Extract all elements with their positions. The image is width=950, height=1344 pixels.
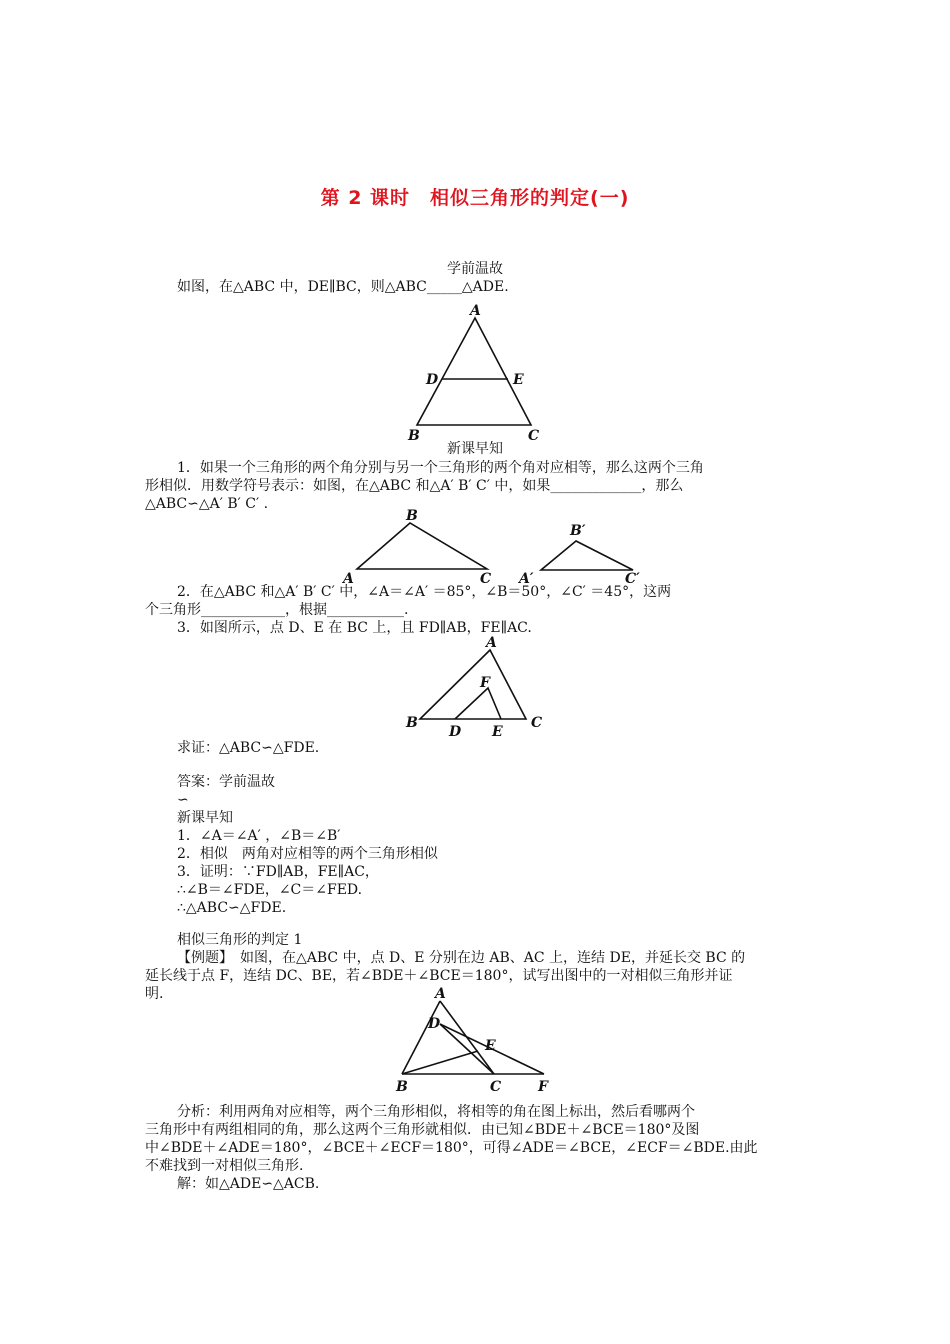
- label-b: B: [396, 1079, 408, 1095]
- label-a: A: [470, 303, 481, 319]
- label-b: B: [406, 508, 418, 524]
- answer-3-line3: ∴△ABC∽△FDE.: [177, 900, 287, 916]
- solution: 解：如△ADE∽△ACB.: [177, 1176, 320, 1192]
- answers-heading: 答案：学前温故: [177, 774, 275, 790]
- label-e: E: [513, 372, 524, 388]
- figure-triangle-abc-prime: [515, 518, 655, 588]
- answer-3-line1: 3．证明：∵FD∥AB，FE∥AC，: [177, 864, 379, 880]
- label-d: D: [426, 372, 439, 388]
- answer-1: 1．∠A＝∠A′ ，∠B＝∠B′: [177, 828, 341, 844]
- label-f: F: [538, 1079, 548, 1095]
- analysis-line3: 中∠BDE＋∠ADE＝180°，∠BCE＋∠ECF＝180°，可得∠ADE＝∠BCE，∠ECF＝∠BDE.由此: [145, 1140, 758, 1156]
- example-line1: 【例题】 如图，在△ABC 中，点 D、E 分别在边 AB、AC 上，连结 DE，并延长交 BC 的: [177, 950, 746, 966]
- label-c: C: [528, 428, 540, 444]
- label-b-prime: B′: [570, 523, 586, 539]
- example-line3: 明.: [145, 986, 164, 1002]
- answer-2: 2．相似 两角对应相等的两个三角形相似: [177, 846, 438, 862]
- q3: 3．如图所示，点 D、E 在 BC 上，且 FD∥AB，FE∥AC.: [177, 620, 532, 636]
- answer-3-line2: ∴∠B＝∠FDE，∠C＝∠FED.: [177, 882, 363, 898]
- figure-example: [390, 985, 560, 1095]
- prove-statement: 求证：△ABC∽△FDE.: [177, 740, 320, 756]
- label-b: B: [408, 428, 420, 444]
- figure-triangle-abc: [340, 505, 500, 585]
- label-a: A: [486, 635, 497, 651]
- section-heading-review: 学前温故: [447, 261, 503, 277]
- answers-sub: 新课早知: [177, 810, 233, 826]
- label-c: C: [531, 715, 543, 731]
- q2-line1: 2．在△ABC 和△A′ B′ C′ 中，∠A＝∠A′ ＝85°，∠B＝50°，∠C′ ＝45°，这两: [177, 584, 672, 600]
- label-a-prime: A′: [519, 571, 534, 587]
- label-a: A: [343, 571, 354, 587]
- example-heading: 相似三角形的判定 1: [177, 932, 303, 948]
- label-a: A: [435, 986, 446, 1002]
- label-f: F: [480, 675, 490, 691]
- label-c: C: [480, 571, 492, 587]
- figure-triangle-fde: [400, 635, 560, 740]
- q1-line2: 形相似．用数学符号表示：如图，在△ABC 和△A′ B′ C′ 中，如果_____________，那么: [145, 478, 684, 494]
- answer-0: ∽: [177, 792, 189, 808]
- label-e: E: [492, 724, 503, 740]
- q1-line1: 1．如果一个三角形的两个角分别与另一个三角形的两个角对应相等，那么这两个三角: [177, 460, 704, 476]
- label-d: D: [428, 1016, 441, 1032]
- analysis-line4: 不难找到一对相似三角形.: [145, 1158, 304, 1174]
- label-b: B: [406, 715, 418, 731]
- analysis-line1: 分析：利用两角对应相等，两个三角形相似，将相等的角在图上标出，然后看哪两个: [177, 1104, 695, 1120]
- example-line2: 延长线于点 F，连结 DC、BE，若∠BDE＋∠BCE＝180°，试写出图中的一对相似三角形并证: [145, 968, 733, 984]
- label-e: E: [485, 1038, 496, 1054]
- q1-line3: △ABC∽△A′ B′ C′ .: [145, 496, 269, 512]
- analysis-line2: 三角形中有两组相同的角，那么这两个三角形就相似．由已知∠BDE＋∠BCE＝180°及图: [145, 1122, 700, 1138]
- review-question: 如图，在△ABC 中，DE∥BC，则△ABC_____△ADE.: [177, 279, 509, 295]
- section-heading-new: 新课早知: [447, 441, 503, 457]
- label-d: D: [449, 724, 462, 740]
- page-title: 第 2 课时 相似三角形的判定(一): [320, 187, 630, 209]
- label-c-prime: C′: [625, 571, 640, 587]
- figure-triangle-ade: [400, 300, 550, 445]
- label-c: C: [490, 1079, 502, 1095]
- q2-line2: 个三角形____________，根据___________.: [145, 602, 409, 618]
